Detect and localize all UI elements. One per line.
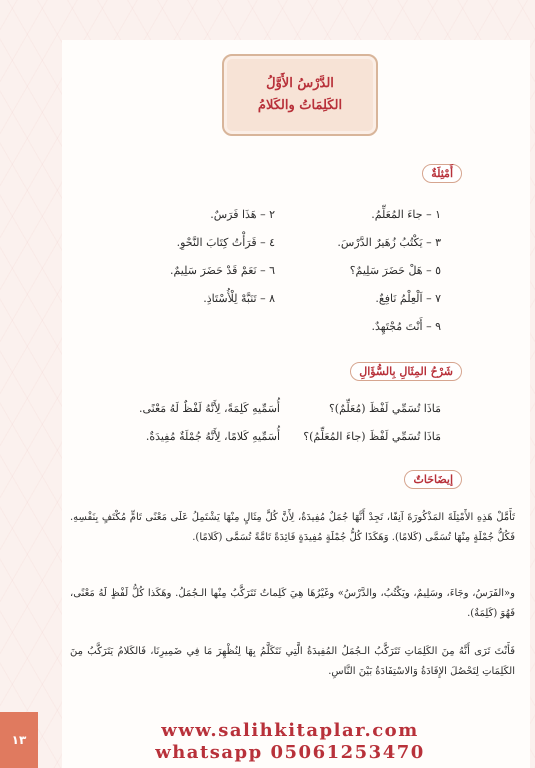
page-number-box [0,712,38,768]
examples-heading: أَمْثِلَةٌ [422,164,462,183]
watermark-phone: whatsapp 05061253470 [155,742,425,763]
answer-1: أُسَمِّيهِ كَلِمَةً، لِأَنَّهُ لَفْظٌ لَهُ مَعْنًى. [138,402,280,415]
lesson-title: الدَّرْسُ الأَوَّلُ [266,76,334,91]
example-5: ٥ – هَلْ حَضَرَ سَلِيمٌ؟ [349,264,441,277]
question-2: مَاذَا تُسَمِّي لَفْظَ (جاءَ المُعَلِّمُ)؟ [303,430,441,443]
example-6: ٦ – نَعَمْ قَدْ حَضَرَ سَلِيمٌ. [169,264,275,277]
example-1: ١ – جاءَ المُعَلِّمُ. [371,208,441,221]
explain-heading: شَرْحُ المِثَالِ بِالسُّؤَالِ [350,362,462,381]
page-number: ١٣ [11,733,27,747]
example-8: ٨ – تَنَبَّهْ لِلْأُسْتَاذِ. [203,292,275,305]
paragraph-2: و«الفَرَسُ، وجَاءَ، وسَلِيمٌ، ويَكْتُبُ، والدَّرْسُ» وغَيْرُهَا هِيَ كَلِماتٌ تَتَرَكَّبُ مِنْها الـجُمَلُ. وهَكَذا كُلُّ لَفْظٍ لَهُ مَعْنًى، فَهُوَ (كَلِمَةٌ). [70,588,515,619]
watermark-site: www.salihkitaplar.com [161,720,419,741]
paragraph-1: تَأَمَّلْ هَذِهِ الأَمْثِلَةَ المَذْكُورَةَ آنِفًا، تَجِدْ أَنَّهَا جُمَلٌ مُفِيدَةٌ، لِأَنَّ كُلَّ مِثَالٍ مِنْهَا يَشْتَمِلُ عَلَى مَعْنًى تَامٍّ مُكْتَفٍ بِنَفْسِهِ. فَكُلُّ جُمْلَةٍ مِنْهَا تُسَمَّى (كَلامًا). وَهَكَذَا كُلُّ جُمْلَةٍ مُفِيدَةٍ فَائِدَةً تَامَّةً تُسَمَّى (كَلامًا). [70,512,515,543]
example-2: ٢ – هَذَا فَرَسٌ. [210,208,275,221]
lesson-subtitle: الكَلِمَاتُ والكَلامُ [257,98,343,113]
clarify-heading: إيضَاحَاتٌ [404,470,462,489]
lesson-title-box [222,54,378,136]
example-7: ٧ – اَلْعِلْمُ نَافِعٌ. [375,292,441,305]
example-4: ٤ – قَرَأْتُ كِتَابَ النَّحْوِ. [176,236,275,249]
question-1: مَاذَا تُسَمِّي لَفْظَ (مُعَلِّمٌ)؟ [328,402,441,415]
example-3: ٣ – يَكْتُبُ زُهَيرٌ الدَّرْسَ. [337,236,441,249]
paragraph-3: فَأَنْتَ تَرَى أَنَّهُ مِنَ الكَلِمَاتِ تَتَرَكَّبُ الـجُمَلُ المُفِيدَةُ الَّتِي نَتَكَلَّمُ بِهَا لِنُظْهِرَ مَا فِي ضَمِيرِنَا، فَالكَلامُ يَتَرَكَّبُ مِنَ الكَلِمَاتِ لِتَحْصُلَ الإِفَادَةُ وَالاسْتِفَادَةُ بَيْنَ النَّاسِ. [70,646,515,677]
example-9: ٩ – أَنْتَ مُجْتَهِدٌ. [371,320,441,333]
answer-2: أُسَمِّيهِ كَلامًا، لِأَنَّهُ جُمْلَةٌ مُفِيدَةٌ. [145,430,280,443]
